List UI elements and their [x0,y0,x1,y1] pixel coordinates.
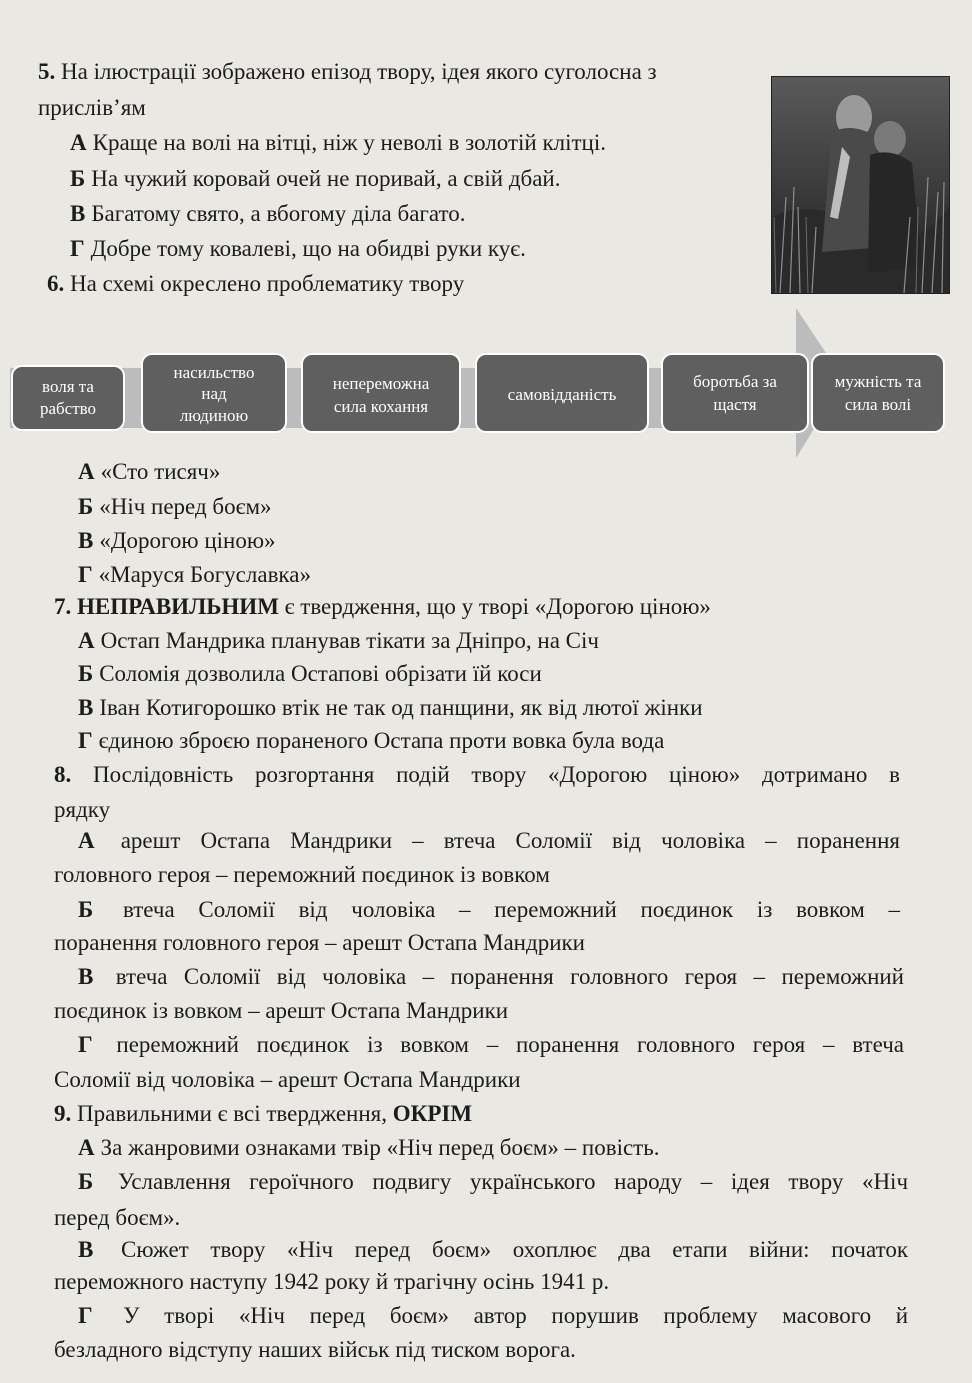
q9-option-b-line2: перед боєм». [54,1205,181,1230]
q7-option-c: В Іван Котигорошко втік не так од панщини, як від лютої жінки [78,695,703,720]
scheme-box-4 [476,354,648,432]
q8-stem-line2: рядку [54,797,111,822]
q5-option-b: Б На чужий коровай очей не поривай, а свій дбай. [70,166,561,191]
q8-option-b-line2: поранення головного героя – арешт Остапа Мандрики [54,930,585,955]
svg-text:мужність та: мужність та [834,372,922,391]
q5-stem-line2: прислів’ям [38,95,146,120]
q5-stem-text: На ілюстрації зображено епізод твору, ідея якого суголосна з [61,59,657,84]
svg-text:воля та: воля та [42,377,94,396]
q9-option-a: А За жанровими ознаками твір «Ніч перед боєм» – повість. [78,1135,660,1160]
svg-text:самовідданість: самовідданість [507,385,617,404]
scheme-box-3 [302,354,460,432]
svg-text:рабство: рабство [39,399,97,418]
q8-stem-line1: 8. Послідовність розгортання подій твору «Дорогою ціною» дотримано в [54,762,900,787]
q7-stem: 7. НЕПРАВИЛЬНИМ є твердження, що у творі «Дорогою ціною» [54,594,711,619]
svg-text:над: над [201,384,227,403]
q8-option-c-line2: поєдинок із вовком – арешт Остапа Мандрики [54,998,509,1023]
q9-option-d-line1: Г У творі «Ніч перед боєм» автор порушив проблему масового й [78,1303,909,1328]
q8-option-a-line1: А арешт Остапа Мандрики – втеча Соломії від чоловіка – поранення [78,828,900,853]
svg-text:сила волі: сила волі [844,395,912,414]
q8-option-b-line1: Б втеча Соломії від чоловіка – переможний поєдинок із вовком – [78,897,901,922]
q5-option-c: В Багатому свято, а вбогому діла багато. [70,201,466,226]
q8-option-c-line1: В втеча Соломії від чоловіка – поранення головного героя – переможний [78,964,904,989]
scheme-box-5 [662,354,808,432]
illustration-drawing [772,77,949,293]
q6-option-a: А «Сто тисяч» [78,459,221,484]
svg-text:боротьба за: боротьба за [693,372,777,391]
svg-text:насильство: насильство [173,363,255,382]
q9-option-b-line1: Б Уславлення героїчного подвигу українського народу – ідея твору «Ніч [78,1169,909,1194]
svg-text:сила кохання: сила кохання [333,397,429,416]
problem-scheme [10,308,946,458]
svg-text:непереможна: непереможна [332,374,430,393]
q5-stem-line1 [38,58,657,86]
q7-option-b: Б Соломія дозволила Остапові обрізати їй коси [78,661,542,686]
scheme-box-1 [12,366,124,430]
scheme-box-2 [142,354,286,432]
q8-option-a-line2: головного героя – переможний поєдинок із вовком [54,862,550,887]
q7-option-d: Г єдиною зброєю пораненого Остапа проти вовка була вода [78,728,665,753]
q8-option-d-line1: Г переможний поєдинок із вовком – поранення головного героя – втеча [78,1032,904,1057]
q5-option-a: А Краще на волі на вітці, ніж у неволі в золотій клітці. [70,130,606,155]
q6-option-c: В «Дорогою ціною» [78,528,276,553]
q7-option-a: А Остап Мандрика планував тікати за Дніпро, на Січ [78,628,599,653]
illustration-image [771,76,950,294]
q6-stem: 6. На схемі окреслено проблематику твору [47,271,465,296]
scheme-box-6 [812,354,944,432]
q8-option-d-line2: Соломії від чоловіка – арешт Остапа Мандрики [54,1067,521,1092]
q5-number: 5. [38,59,56,84]
q6-option-d: Г «Маруся Богуславка» [78,562,311,587]
q9-option-d-line2: безладного відступу наших військ під тиском ворога. [54,1337,576,1362]
svg-text:щастя: щастя [713,395,757,414]
q9-option-c-line1: В Сюжет твору «Ніч перед боєм» охоплює два етапи війни: початок [78,1237,909,1262]
svg-text:людиною: людиною [179,406,249,425]
q9-option-c-line2: переможного наступу 1942 року й трагічну осінь 1941 р. [54,1269,610,1294]
q6-option-b: Б «Ніч перед боєм» [78,494,272,519]
q9-stem: 9. Правильними є всі твердження, ОКРІМ [54,1101,473,1126]
q5-option-d: Г Добре тому ковалеві, що на обидві руки кує. [70,236,526,261]
